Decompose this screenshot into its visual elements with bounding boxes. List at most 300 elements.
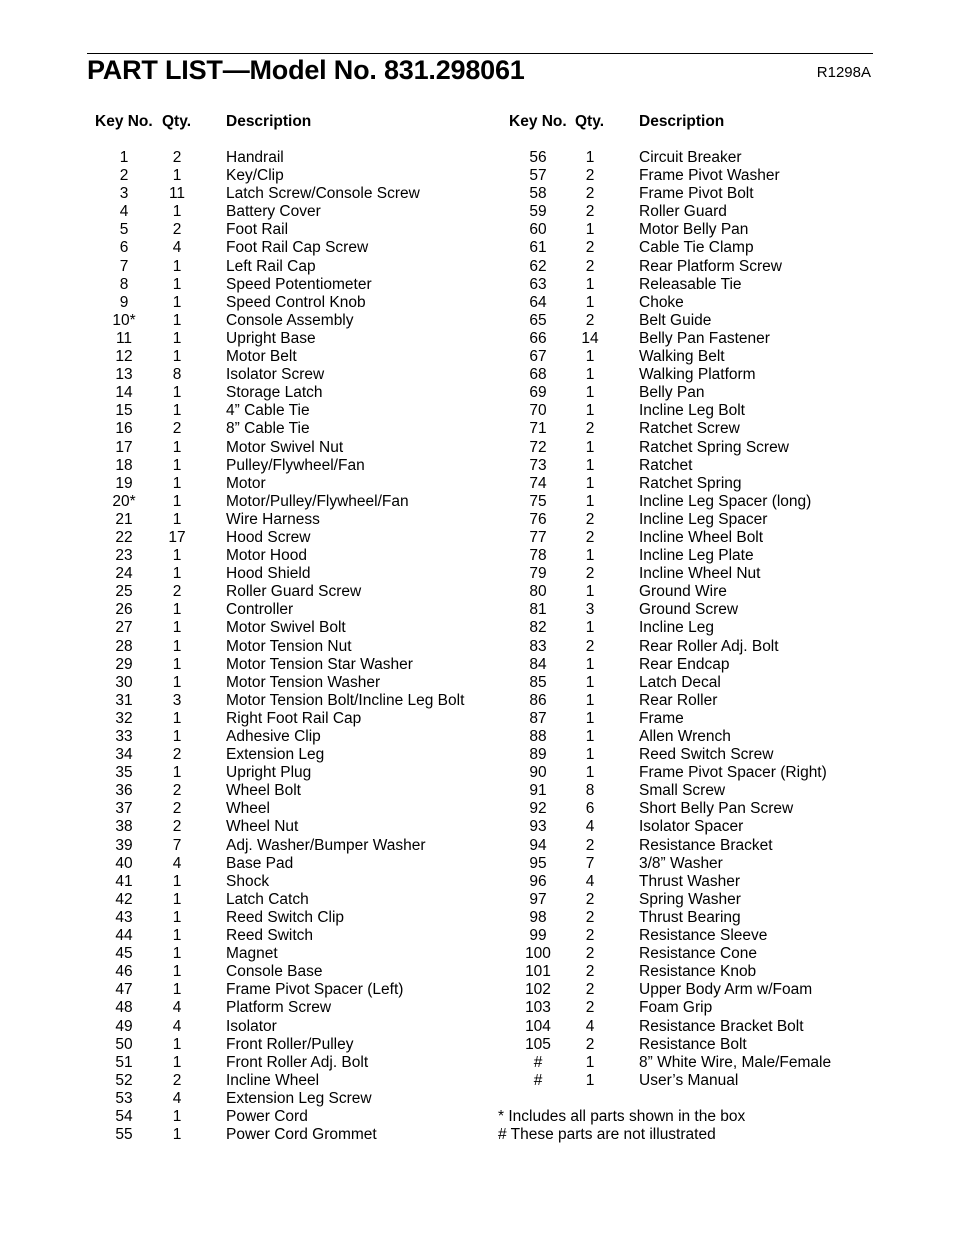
table-row bbox=[0, 203, 954, 221]
key-number: 26 bbox=[115, 601, 133, 619]
quantity: 4 bbox=[585, 872, 595, 890]
note-hash: # These parts are not illustrated bbox=[498, 1126, 716, 1143]
table-row bbox=[0, 511, 954, 529]
quantity: 1 bbox=[585, 275, 595, 293]
quantity: 1 bbox=[585, 709, 595, 727]
part-description: Controller bbox=[226, 601, 294, 619]
table-row bbox=[0, 873, 954, 891]
key-number: 48 bbox=[115, 999, 133, 1017]
part-description: Frame Pivot Bolt bbox=[639, 185, 754, 203]
quantity: 1 bbox=[172, 402, 182, 420]
key-number: 104 bbox=[525, 1017, 551, 1035]
part-description: Resistance Sleeve bbox=[639, 927, 768, 945]
part-description: Incline Leg Spacer bbox=[639, 510, 768, 528]
part-description: Cable Tie Clamp bbox=[639, 239, 754, 257]
table-row bbox=[0, 710, 954, 728]
part-description: Magnet bbox=[226, 945, 278, 963]
quantity: 2 bbox=[585, 999, 595, 1017]
table-row bbox=[0, 439, 954, 457]
part-description: Incline Wheel Nut bbox=[639, 565, 761, 583]
part-description: 8” Cable Tie bbox=[226, 420, 310, 438]
part-description: Right Foot Rail Cap bbox=[226, 709, 362, 727]
part-description: Extension Leg Screw bbox=[226, 1089, 372, 1107]
part-description: Latch Screw/Console Screw bbox=[226, 185, 420, 203]
quantity: 7 bbox=[585, 854, 595, 872]
table-row bbox=[0, 402, 954, 420]
table-row bbox=[0, 312, 954, 330]
quantity: 4 bbox=[172, 854, 182, 872]
quantity: 2 bbox=[585, 185, 595, 203]
table-row bbox=[0, 909, 954, 927]
table-row bbox=[0, 258, 954, 276]
key-number: 79 bbox=[529, 565, 547, 583]
quantity: 14 bbox=[581, 329, 599, 347]
key-number: 27 bbox=[115, 619, 133, 637]
part-description: Foot Rail bbox=[226, 221, 289, 239]
key-number: 11 bbox=[115, 329, 133, 347]
key-number: 51 bbox=[115, 1053, 133, 1071]
quantity: 1 bbox=[585, 691, 595, 709]
key-number: 103 bbox=[525, 999, 551, 1017]
table-row bbox=[0, 565, 954, 583]
quantity: 2 bbox=[585, 565, 595, 583]
table-row bbox=[0, 529, 954, 547]
quantity: 2 bbox=[585, 890, 595, 908]
quantity: 1 bbox=[585, 348, 595, 366]
table-row bbox=[0, 927, 954, 945]
quantity: 1 bbox=[172, 510, 182, 528]
part-description: Wheel bbox=[226, 800, 270, 818]
table-row bbox=[0, 348, 954, 366]
quantity: 1 bbox=[172, 908, 182, 926]
quantity: 2 bbox=[585, 257, 595, 275]
quantity: 1 bbox=[172, 1126, 182, 1144]
table-row bbox=[0, 891, 954, 909]
quantity: 1 bbox=[585, 673, 595, 691]
quantity: 1 bbox=[585, 366, 595, 384]
part-description: Motor Belly Pan bbox=[639, 221, 749, 239]
page-title: PART LIST—Model No. 831.298061 bbox=[87, 55, 525, 85]
part-description: Upper Body Arm w/Foam bbox=[639, 981, 813, 999]
quantity: 1 bbox=[585, 547, 595, 565]
key-number: 1 bbox=[119, 149, 129, 166]
quantity: 1 bbox=[172, 709, 182, 727]
part-description: Speed Potentiometer bbox=[226, 275, 372, 293]
quantity: 8 bbox=[585, 782, 595, 800]
key-number: 22 bbox=[115, 528, 133, 546]
part-description: Frame Pivot Spacer (Left) bbox=[226, 981, 404, 999]
quantity: 1 bbox=[172, 474, 182, 492]
part-description: Short Belly Pan Screw bbox=[639, 800, 794, 818]
part-description: Motor Tension Star Washer bbox=[226, 655, 413, 673]
left-desc-header: Description bbox=[226, 113, 312, 130]
part-description: Wheel Bolt bbox=[226, 782, 301, 800]
part-description: Platform Screw bbox=[226, 999, 332, 1017]
key-number: 31 bbox=[115, 691, 133, 709]
part-description: Isolator Screw bbox=[226, 366, 325, 384]
quantity: 4 bbox=[172, 1089, 182, 1107]
part-description: Reed Switch bbox=[226, 927, 314, 945]
quantity: 2 bbox=[172, 818, 182, 836]
quantity: 1 bbox=[172, 167, 182, 185]
part-description: Front Roller/Pulley bbox=[226, 1035, 354, 1053]
key-number: 53 bbox=[115, 1089, 133, 1107]
quantity: 1 bbox=[172, 203, 182, 221]
quantity: 3 bbox=[585, 601, 595, 619]
table-row bbox=[0, 167, 954, 185]
table-row bbox=[0, 221, 954, 239]
key-number: 54 bbox=[115, 1107, 133, 1125]
part-description: Front Roller Adj. Bolt bbox=[226, 1053, 369, 1071]
quantity: 1 bbox=[172, 655, 182, 673]
quantity: 1 bbox=[172, 492, 182, 510]
quantity: 1 bbox=[172, 619, 182, 637]
part-description: User’s Manual bbox=[639, 1071, 739, 1089]
right-key-header: Key No. bbox=[509, 113, 567, 130]
table-row bbox=[0, 294, 954, 312]
key-number: 4 bbox=[119, 203, 129, 221]
table-row bbox=[0, 818, 954, 836]
quantity: 2 bbox=[585, 203, 595, 221]
right-qty-header: Qty. bbox=[575, 113, 604, 130]
part-description: Latch Decal bbox=[639, 673, 721, 691]
key-number: 6 bbox=[119, 239, 129, 257]
part-description: Walking Platform bbox=[639, 366, 756, 384]
key-number: 86 bbox=[529, 691, 547, 709]
quantity: 2 bbox=[172, 420, 182, 438]
key-number: 90 bbox=[529, 764, 547, 782]
part-description: Incline Leg Spacer (long) bbox=[639, 492, 812, 510]
table-row bbox=[0, 728, 954, 746]
quantity: 1 bbox=[172, 293, 182, 311]
part-description: Circuit Breaker bbox=[639, 149, 742, 166]
quantity: 1 bbox=[172, 565, 182, 583]
quantity: 4 bbox=[172, 999, 182, 1017]
part-description: Adhesive Clip bbox=[226, 728, 321, 745]
key-number: 67 bbox=[529, 348, 547, 366]
table-row bbox=[0, 493, 954, 511]
quantity: 1 bbox=[172, 456, 182, 474]
quantity: 1 bbox=[585, 402, 595, 420]
part-description: Rear Roller Adj. Bolt bbox=[639, 637, 779, 655]
part-description: Ratchet Spring bbox=[639, 474, 742, 492]
key-number: 30 bbox=[115, 673, 133, 691]
key-number: 12 bbox=[115, 348, 133, 366]
quantity: 1 bbox=[172, 547, 182, 565]
part-description: Roller Guard Screw bbox=[226, 583, 362, 601]
part-description: Ratchet bbox=[639, 456, 693, 474]
part-description: Allen Wrench bbox=[639, 728, 731, 745]
quantity: 2 bbox=[585, 510, 595, 528]
key-number: 9 bbox=[119, 293, 129, 311]
part-description: Motor Swivel Bolt bbox=[226, 619, 346, 637]
key-number: 45 bbox=[115, 945, 133, 963]
part-description: Pulley/Flywheel/Fan bbox=[226, 456, 365, 474]
quantity: 1 bbox=[585, 293, 595, 311]
quantity: 2 bbox=[585, 420, 595, 438]
part-description: Hood Shield bbox=[226, 565, 311, 583]
part-description: Roller Guard bbox=[639, 203, 727, 221]
key-number: 16 bbox=[115, 420, 133, 438]
key-number: 80 bbox=[529, 583, 547, 601]
part-description: Belly Pan bbox=[639, 384, 705, 402]
quantity: 2 bbox=[585, 836, 595, 854]
quantity: 1 bbox=[585, 384, 595, 402]
quantity: 11 bbox=[168, 185, 186, 203]
part-description: Handrail bbox=[226, 149, 284, 166]
part-description: Ratchet Screw bbox=[639, 420, 740, 438]
table-row bbox=[0, 1072, 954, 1090]
quantity: 1 bbox=[172, 673, 182, 691]
quantity: 2 bbox=[172, 800, 182, 818]
table-row bbox=[0, 674, 954, 692]
table-row bbox=[0, 239, 954, 257]
table-row bbox=[0, 1126, 480, 1144]
quantity: 17 bbox=[168, 528, 186, 546]
key-number: 94 bbox=[529, 836, 547, 854]
key-number: 97 bbox=[529, 890, 547, 908]
key-number: 59 bbox=[529, 203, 547, 221]
key-number: 83 bbox=[529, 637, 547, 655]
part-description: Adj. Washer/Bumper Washer bbox=[226, 836, 426, 854]
part-description: Console Base bbox=[226, 963, 323, 981]
key-number: # bbox=[533, 1071, 543, 1089]
table-row bbox=[0, 1018, 954, 1036]
quantity: 1 bbox=[585, 583, 595, 601]
quantity: 1 bbox=[585, 438, 595, 456]
key-number: 24 bbox=[115, 565, 133, 583]
part-description: Power Cord bbox=[226, 1107, 308, 1125]
key-number: 47 bbox=[115, 981, 133, 999]
key-number: 3 bbox=[119, 185, 129, 203]
part-description: Rear Endcap bbox=[639, 655, 730, 673]
key-number: 42 bbox=[115, 890, 133, 908]
part-description: Belly Pan Fastener bbox=[639, 329, 770, 347]
table-row bbox=[0, 475, 954, 493]
part-description: Small Screw bbox=[639, 782, 726, 800]
table-row bbox=[0, 420, 954, 438]
quantity: 1 bbox=[585, 221, 595, 239]
quantity: 3 bbox=[172, 691, 182, 709]
part-description: Incline Leg Bolt bbox=[639, 402, 745, 420]
key-number: 91 bbox=[529, 782, 547, 800]
key-number: 78 bbox=[529, 547, 547, 565]
key-number: 68 bbox=[529, 366, 547, 384]
part-description: Walking Belt bbox=[639, 348, 725, 366]
quantity: 2 bbox=[585, 981, 595, 999]
left-qty-header: Qty. bbox=[162, 113, 191, 130]
part-description: Console Assembly bbox=[226, 311, 354, 329]
quantity: 1 bbox=[172, 963, 182, 981]
key-number: 95 bbox=[529, 854, 547, 872]
quantity: 1 bbox=[585, 746, 595, 764]
quantity: 7 bbox=[172, 836, 182, 854]
key-number: 29 bbox=[115, 655, 133, 673]
right-parts-list bbox=[0, 149, 954, 1090]
table-row bbox=[0, 1054, 954, 1072]
quantity: 2 bbox=[172, 1071, 182, 1089]
quantity: 1 bbox=[172, 438, 182, 456]
key-number: 46 bbox=[115, 963, 133, 981]
quantity: 2 bbox=[585, 637, 595, 655]
key-number: 70 bbox=[529, 402, 547, 420]
key-number: 71 bbox=[529, 420, 547, 438]
quantity: 2 bbox=[172, 782, 182, 800]
key-number: 15 bbox=[115, 402, 133, 420]
quantity: 1 bbox=[172, 1035, 182, 1053]
part-description: 3/8” Washer bbox=[639, 854, 723, 872]
quantity: 1 bbox=[172, 384, 182, 402]
part-description: Motor Swivel Nut bbox=[226, 438, 344, 456]
quantity: 8 bbox=[172, 366, 182, 384]
part-description: Wire Harness bbox=[226, 510, 320, 528]
quantity: 4 bbox=[172, 239, 182, 257]
key-number: 61 bbox=[529, 239, 547, 257]
key-number: 100 bbox=[525, 945, 551, 963]
part-description: Resistance Bracket bbox=[639, 836, 773, 854]
part-description: Frame bbox=[639, 709, 684, 727]
key-number: 17 bbox=[115, 438, 133, 456]
quantity: 1 bbox=[585, 149, 595, 166]
part-description: Incline Leg Plate bbox=[639, 547, 754, 565]
part-description: Motor Belt bbox=[226, 348, 297, 366]
key-number: 105 bbox=[525, 1035, 551, 1053]
quantity: 1 bbox=[172, 927, 182, 945]
quantity: 4 bbox=[585, 1017, 595, 1035]
quantity: 1 bbox=[172, 637, 182, 655]
key-number: 19 bbox=[115, 474, 133, 492]
key-number: 44 bbox=[115, 927, 133, 945]
part-description: Foam Grip bbox=[639, 999, 713, 1017]
quantity: 1 bbox=[172, 601, 182, 619]
part-description: Incline Wheel bbox=[226, 1071, 320, 1089]
key-number: 18 bbox=[115, 456, 133, 474]
part-description: 4” Cable Tie bbox=[226, 402, 310, 420]
key-number: 33 bbox=[115, 728, 133, 745]
part-description: Frame Pivot Spacer (Right) bbox=[639, 764, 827, 782]
quantity: 1 bbox=[585, 1071, 595, 1089]
quantity: 1 bbox=[172, 311, 182, 329]
key-number: 84 bbox=[529, 655, 547, 673]
key-number: 28 bbox=[115, 637, 133, 655]
part-description: Belt Guide bbox=[639, 311, 712, 329]
part-description: Isolator bbox=[226, 1017, 277, 1035]
part-description: Motor bbox=[226, 474, 266, 492]
quantity: 1 bbox=[172, 329, 182, 347]
quantity: 1 bbox=[585, 1053, 595, 1071]
key-number: 7 bbox=[119, 257, 129, 275]
key-number: 37 bbox=[115, 800, 133, 818]
quantity: 1 bbox=[585, 456, 595, 474]
quantity: 2 bbox=[585, 528, 595, 546]
part-description: Base Pad bbox=[226, 854, 294, 872]
table-row bbox=[0, 185, 954, 203]
key-number: 8 bbox=[119, 275, 129, 293]
table-row bbox=[0, 601, 954, 619]
part-description: Hood Screw bbox=[226, 528, 311, 546]
quantity: 1 bbox=[585, 728, 595, 745]
part-description: Isolator Spacer bbox=[639, 818, 744, 836]
part-description: Battery Cover bbox=[226, 203, 321, 221]
quantity: 2 bbox=[585, 945, 595, 963]
key-number: # bbox=[533, 1053, 543, 1071]
key-number: 77 bbox=[529, 528, 547, 546]
part-description: Spring Washer bbox=[639, 890, 741, 908]
quantity: 2 bbox=[172, 583, 182, 601]
part-description: Choke bbox=[639, 293, 684, 311]
key-number: 56 bbox=[529, 149, 547, 166]
key-number: 49 bbox=[115, 1017, 133, 1035]
part-description: Incline Leg bbox=[639, 619, 714, 637]
key-number: 20* bbox=[112, 492, 136, 510]
part-description: Resistance Bolt bbox=[639, 1035, 747, 1053]
key-number: 92 bbox=[529, 800, 547, 818]
table-row bbox=[0, 800, 954, 818]
table-row bbox=[0, 1090, 480, 1108]
part-description: Foot Rail Cap Screw bbox=[226, 239, 369, 257]
key-number: 99 bbox=[529, 927, 547, 945]
table-row bbox=[0, 457, 954, 475]
quantity: 1 bbox=[172, 945, 182, 963]
table-row bbox=[0, 547, 954, 565]
left-key-header: Key No. bbox=[95, 113, 153, 130]
table-row bbox=[0, 782, 954, 800]
quantity: 1 bbox=[172, 728, 182, 745]
key-number: 64 bbox=[529, 293, 547, 311]
part-description: Motor/Pulley/Flywheel/Fan bbox=[226, 492, 409, 510]
quantity: 1 bbox=[172, 764, 182, 782]
key-number: 96 bbox=[529, 872, 547, 890]
key-number: 32 bbox=[115, 709, 133, 727]
part-description: Frame Pivot Washer bbox=[639, 167, 780, 185]
key-number: 43 bbox=[115, 908, 133, 926]
quantity: 1 bbox=[172, 348, 182, 366]
table-row bbox=[0, 981, 954, 999]
quantity: 1 bbox=[585, 492, 595, 510]
part-description: Reed Switch Clip bbox=[226, 908, 345, 926]
key-number: 40 bbox=[115, 854, 133, 872]
table-row bbox=[0, 855, 954, 873]
quantity: 4 bbox=[585, 818, 595, 836]
key-number: 87 bbox=[529, 709, 547, 727]
table-row bbox=[0, 384, 954, 402]
quantity: 1 bbox=[172, 257, 182, 275]
key-number: 36 bbox=[115, 782, 133, 800]
key-number: 73 bbox=[529, 456, 547, 474]
part-description: Resistance Cone bbox=[639, 945, 758, 963]
part-description: Upright Base bbox=[226, 329, 316, 347]
key-number: 82 bbox=[529, 619, 547, 637]
key-number: 65 bbox=[529, 311, 547, 329]
table-row bbox=[0, 330, 954, 348]
quantity: 2 bbox=[585, 1035, 595, 1053]
key-number: 63 bbox=[529, 275, 547, 293]
part-description: Shock bbox=[226, 872, 270, 890]
table-row bbox=[0, 583, 954, 601]
key-number: 62 bbox=[529, 257, 547, 275]
table-row bbox=[0, 945, 954, 963]
key-number: 75 bbox=[529, 492, 547, 510]
part-description: Extension Leg bbox=[226, 746, 325, 764]
part-description: Left Rail Cap bbox=[226, 257, 316, 275]
table-row bbox=[0, 149, 954, 167]
key-number: 89 bbox=[529, 746, 547, 764]
key-number: 88 bbox=[529, 728, 547, 745]
quantity: 2 bbox=[172, 221, 182, 239]
note-asterisk: * Includes all parts shown in the box bbox=[498, 1108, 746, 1125]
key-number: 58 bbox=[529, 185, 547, 203]
quantity: 2 bbox=[585, 908, 595, 926]
